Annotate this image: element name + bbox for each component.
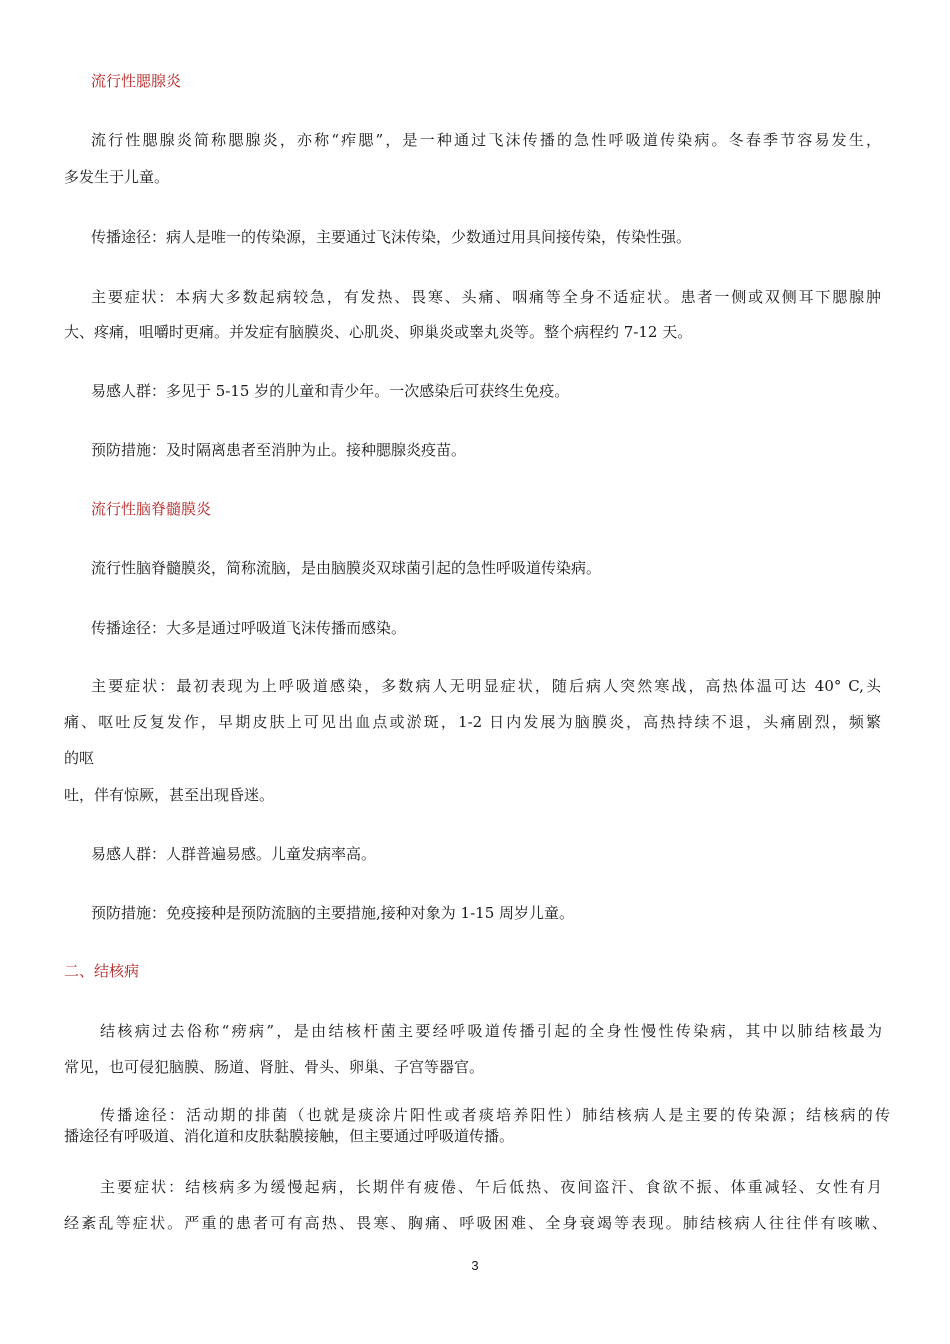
section-heading-meningitis: 流行性脑脊髓膜炎 <box>91 500 212 518</box>
paragraph-intro <box>100 1020 882 1041</box>
paragraph-symptoms <box>100 1176 882 1197</box>
paragraph-line: 结核病过去俗称“痨病”，是由结核杆菌主要经呼吸道传播引起的全身性慢性传染病，其中以肺结核最为 <box>100 1022 882 1040</box>
paragraph-intro <box>91 129 881 150</box>
paragraph-line: 常见，也可侵犯脑膜、肠道、肾脏、骨头、卵巢、子宫等器官。 <box>64 1058 485 1076</box>
paragraph-route: 传播途径：大多是通过呼吸道飞沫传播而感染。 <box>91 619 407 637</box>
paragraph-line: 主要症状：最初表现为上呼吸道感染，多数病人无明显症状，随后病人突然寒战，高热体温可达 40° C,头 <box>91 677 881 695</box>
paragraph-symptoms <box>91 675 881 696</box>
paragraph-susceptible: 易感人群：人群普遍易感。儿童发病率高。 <box>91 845 377 863</box>
paragraph-line: 吐，伴有惊厥，甚至出现昏迷。 <box>64 786 275 804</box>
paragraph-prevention: 预防措施：免疫接种是预防流脑的主要措施,接种对象为 1-15 周岁儿童。 <box>91 904 575 922</box>
paragraph-prevention: 预防措施：及时隔离患者至消肿为止。接种腮腺炎疫苗。 <box>91 441 467 459</box>
paragraph-line: 传播途径：活动期的排菌（也就是痰涂片阳性或者痰培养阳性）肺结核病人是主要的传染源；结核病的传 <box>100 1106 890 1124</box>
paragraph-line: 多发生于儿童。 <box>64 168 170 186</box>
paragraph-line: 流行性腮腺炎简称腮腺炎，亦称“痄腮”，是一种通过飞沫传播的急性呼吸道传染病。冬春季节容易发生， <box>91 131 881 149</box>
paragraph-line <box>64 711 881 732</box>
paragraph-line <box>64 1212 887 1233</box>
paragraph-line: 的呕 <box>64 749 95 767</box>
paragraph-symptoms <box>91 286 881 307</box>
section-heading-mumps: 流行性腮腺炎 <box>91 72 182 90</box>
paragraph-line-text: 经紊乱等症状。严重的患者可有高热、畏寒、胸痛、呼吸困难、全身衰竭等表现。肺结核病人往往伴有咳嗽、 <box>64 1214 887 1232</box>
paragraph-line: 主要症状：结核病多为缓慢起病，长期伴有疲倦、午后低热、夜间盗汗、食欲不振、体重减轻、女性有月 <box>100 1178 882 1196</box>
paragraph-route <box>100 1104 890 1125</box>
section-heading-tuberculosis: 二、结核病 <box>64 962 140 980</box>
paragraph-line: 播途径有呼吸道、消化道和皮肤黏膜接触，但主要通过呼吸道传播。 <box>64 1127 515 1145</box>
paragraph-route: 传播途径：病人是唯一的传染源，主要通过飞沫传染，少数通过用具间接传染，传染性强。 <box>91 228 692 246</box>
paragraph-intro: 流行性脑脊髓膜炎，简称流脑，是由脑膜炎双球菌引起的急性呼吸道传染病。 <box>91 559 602 577</box>
paragraph-susceptible: 易感人群：多见于 5-15 岁的儿童和青少年。一次感染后可获终生免疫。 <box>91 382 570 400</box>
paragraph-line-text: 痛、呕吐反复发作，早期皮肤上可见出血点或淤斑，1-2 日内发展为脑膜炎，高热持续不退，头痛剧烈，频繁 <box>64 713 881 731</box>
page-number: 3 <box>471 1258 479 1273</box>
paragraph-line: 主要症状：本病大多数起病较急，有发热、畏寒、头痛、咽痛等全身不适症状。患者一侧或双侧耳下腮腺肿 <box>91 288 881 306</box>
paragraph-line: 大、疼痛，咀嚼时更痛。并发症有脑膜炎、心肌炎、卵巢炎或睾丸炎等。整个病程约 7-12 天。 <box>64 323 693 341</box>
